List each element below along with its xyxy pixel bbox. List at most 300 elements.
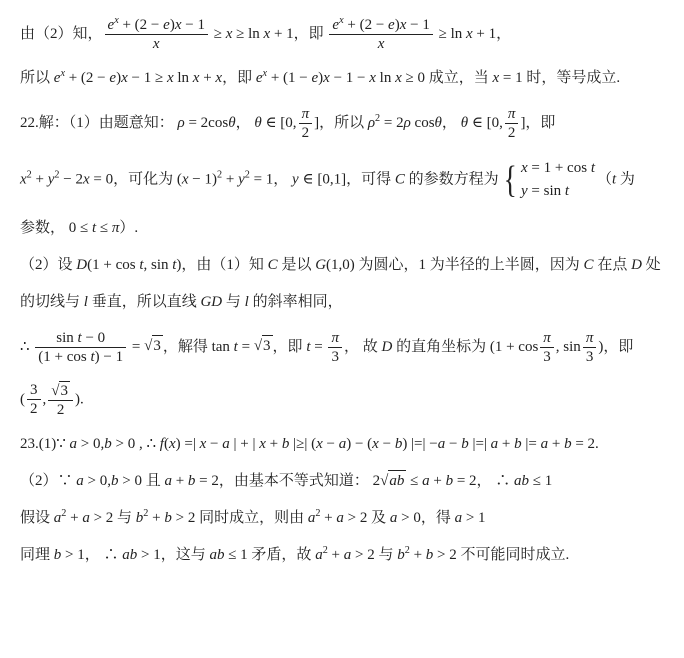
text-run: = 2cos [184, 114, 229, 131]
math-var: y [292, 171, 299, 188]
text-run: − 1 [406, 17, 430, 33]
text-run: > 1 [462, 510, 486, 526]
math-var: b [187, 473, 196, 490]
math-var: θ [434, 114, 442, 131]
fraction [505, 105, 519, 142]
text-run: + (1 − [267, 70, 312, 86]
text-run: 3 [543, 348, 551, 365]
math-var: π [507, 105, 516, 122]
math-var: y [238, 171, 245, 188]
text-run: 23.(1)∵ [20, 435, 70, 452]
square-root [254, 335, 273, 358]
denominator [35, 348, 126, 366]
radical-sign-icon: √ [51, 382, 60, 399]
text-run: 22.解：（1）由题意知： [20, 114, 178, 131]
text-run: = [237, 338, 254, 355]
text-run: , [42, 390, 47, 407]
math-var: x [168, 435, 176, 452]
math-var: b [164, 510, 172, 526]
math-line-line-22-part2-c [20, 329, 676, 366]
fraction [35, 329, 126, 366]
math-var: ab [209, 546, 225, 563]
math-var: D [631, 257, 642, 273]
text-run: | + | [229, 435, 260, 452]
numerator [329, 16, 432, 35]
text-run: ，解得 tan [162, 338, 234, 355]
text-run: 垂直，所以直线 [87, 293, 201, 310]
text-run: > 1，这与 [137, 546, 210, 563]
text-run: ) [318, 70, 324, 86]
text-run: + [498, 435, 515, 452]
text-run: = sin [527, 183, 565, 199]
square-root [144, 335, 163, 358]
math-var: b [281, 435, 290, 452]
text-run: ( [163, 435, 169, 452]
math-var: a [336, 510, 344, 526]
math-var: b [104, 435, 112, 452]
superscript: 2 [375, 112, 381, 124]
denominator [583, 348, 597, 366]
fraction [105, 16, 208, 53]
math-var: a [222, 435, 230, 452]
text-run: ∈ [0,1]，可得 [298, 171, 395, 188]
radicand [59, 381, 70, 400]
text-run: ( [20, 390, 25, 407]
text-run: sin [56, 329, 78, 346]
math-var: a [437, 435, 446, 452]
superscript: 2 [315, 508, 321, 519]
text-run: ln [375, 70, 396, 86]
text-run: ) [169, 17, 175, 33]
math-var: t [172, 257, 177, 273]
text-run: + [148, 510, 165, 526]
radical-sign-icon: √ [253, 338, 263, 355]
text-run: + [171, 473, 188, 490]
text-run: ∈ [0, [261, 114, 297, 131]
text-run: ) =| [175, 435, 200, 452]
fraction [540, 329, 554, 366]
text-run: + [409, 546, 426, 563]
text-run: = [128, 338, 145, 355]
text-run: = 2， ∴ [453, 473, 515, 490]
text-run: 3 [153, 338, 161, 355]
math-var: e [107, 17, 115, 33]
math-var: x [323, 70, 330, 86]
math-var: t [233, 338, 238, 355]
superscript: x [60, 68, 65, 79]
math-var: ρ [367, 114, 376, 131]
math-var: x [225, 25, 233, 42]
text-run: + [320, 510, 337, 526]
math-var: x [259, 435, 266, 452]
text-run: − 2 [59, 171, 83, 188]
text-run: = 0，可化为 ( [89, 171, 182, 188]
text-run: + [199, 70, 216, 86]
math-var: ρ [177, 114, 185, 131]
text-run: 3 [30, 382, 38, 398]
math-var: C [267, 257, 278, 273]
text-run: （2）设 [20, 257, 77, 273]
text-run: − 1 ≥ [127, 70, 167, 86]
text-run: + [265, 435, 282, 452]
text-run: > 0, [77, 435, 105, 452]
text-run: ， 故 [343, 338, 382, 355]
numerator [583, 329, 597, 348]
superscript: 2 [404, 544, 410, 556]
math-var: a [164, 473, 172, 490]
math-var: t [590, 159, 595, 176]
text-run: − [445, 435, 462, 452]
text-run: 由（2）知， [20, 25, 103, 42]
math-line-line-23-part1 [20, 434, 676, 456]
math-var: a [315, 546, 323, 563]
text-run: > 0, [83, 473, 111, 490]
radicand [262, 335, 273, 358]
math-var: l [244, 293, 249, 310]
text-run: ，即 [272, 338, 307, 355]
math-var: x [121, 70, 128, 86]
text-run: ) [116, 70, 122, 86]
text-run: − 1) [188, 171, 217, 188]
math-var: x [82, 171, 90, 188]
math-var: y [47, 171, 55, 188]
left-brace-icon: { [503, 158, 517, 201]
text-run: ∈ [0, [468, 114, 503, 131]
math-var: G [315, 257, 327, 273]
superscript: 2 [244, 169, 250, 181]
text-run: 3 [585, 348, 594, 365]
math-var: t [139, 257, 144, 273]
math-var: x [199, 435, 207, 452]
math-var: ab [389, 473, 405, 490]
math-var: x [263, 25, 271, 42]
math-var: b [394, 435, 403, 452]
math-var: b [110, 473, 119, 490]
math-line-line-22-part1-b [20, 157, 676, 204]
text-run: ln [173, 70, 193, 86]
text-run: ) |=| − [402, 435, 438, 452]
superscript: x [114, 15, 119, 26]
text-run: 3 [60, 382, 68, 399]
math-var: t [612, 171, 617, 188]
text-run: > 2 与 [351, 546, 398, 563]
text-run: cos [410, 114, 435, 131]
text-run: > 2 与 [89, 510, 136, 526]
text-run: = 2. [571, 435, 599, 452]
math-var: x [166, 70, 174, 86]
math-var: b [445, 473, 454, 490]
superscript: 2 [61, 508, 67, 519]
math-var: ρ [403, 114, 411, 131]
math-var: a [343, 546, 352, 563]
text-run: + [31, 171, 48, 188]
math-var: D [76, 257, 88, 273]
numerator [27, 381, 41, 400]
fraction [583, 329, 597, 366]
superscript: 2 [143, 508, 149, 519]
text-run: 2 [30, 401, 38, 417]
math-var: e [388, 17, 395, 33]
text-run: 2 [507, 124, 516, 141]
math-line-line-22-part2-a [20, 255, 676, 277]
text-run: − [378, 435, 395, 452]
text-run: > 0 且 [118, 473, 165, 490]
math-var: b [135, 510, 144, 526]
denominator [299, 124, 313, 142]
text-run: = 1 时，等号成立. [499, 70, 621, 86]
math-var: b [461, 435, 469, 452]
text-run: + 1， [472, 25, 512, 42]
radical-sign-icon: √ [144, 338, 153, 355]
text-run: > 2 及 [343, 510, 390, 526]
numerator [299, 105, 313, 124]
superscript: 2 [322, 544, 328, 556]
text-run: ≤ 1 矛盾，故 [224, 546, 316, 563]
math-var: t [91, 220, 97, 237]
math-var: ab [514, 473, 530, 490]
math-var: a [540, 435, 549, 452]
numerator [540, 329, 554, 348]
math-line-line-22-part1-c [20, 218, 676, 240]
math-var: x [369, 70, 376, 86]
text-run: + [429, 473, 446, 490]
math-var: C [394, 171, 405, 188]
text-run: ， [235, 114, 255, 131]
math-var: a [454, 510, 463, 526]
math-var: e [332, 17, 340, 33]
text-run: + [222, 171, 239, 188]
text-run: + 1，即 [270, 25, 328, 42]
text-run: = [310, 338, 327, 355]
text-run: = 2 [380, 114, 404, 131]
math-var: e [109, 70, 117, 86]
text-run: ≤ [96, 220, 112, 237]
math-var: t [564, 183, 570, 199]
numerator [35, 329, 126, 348]
math-var: x [466, 25, 473, 42]
square-root [51, 381, 70, 400]
text-run: ) − ( [346, 435, 373, 452]
fraction [329, 16, 432, 53]
fraction [328, 329, 342, 366]
math-line-line-21-conclusion-2 [20, 68, 676, 90]
cases-rows [521, 157, 595, 204]
math-var: x [316, 435, 323, 452]
text-run: |= [521, 435, 541, 452]
fraction [299, 105, 313, 142]
math-var: x [181, 171, 189, 188]
text-run: 假设 [20, 510, 54, 526]
superscript: 2 [217, 169, 223, 181]
text-run: > 2 不可能同时成立. [433, 546, 570, 563]
math-var: θ [254, 114, 262, 131]
text-run: 与 [222, 293, 245, 310]
text-run: > 0，得 [397, 510, 455, 526]
text-run: 所以 [20, 70, 54, 86]
text-run: |=| [468, 435, 491, 452]
cases-row [521, 157, 595, 180]
math-var: t [90, 348, 95, 365]
text-run: + [66, 510, 83, 526]
text-run: （2）∵ [20, 473, 77, 490]
math-line-line-22-part1-a [20, 105, 676, 142]
math-var: a [389, 510, 398, 526]
text-run: （ [596, 171, 612, 188]
math-line-line-22-part2-d [20, 381, 676, 419]
math-line-line-22-part2-b [20, 292, 676, 314]
text-run: 为 [616, 171, 635, 188]
text-run: = 1， [249, 171, 293, 188]
radical-sign-icon: √ [380, 473, 389, 490]
text-run: 3 [263, 338, 271, 355]
text-run: + (2 − [64, 70, 110, 86]
numerator [105, 16, 208, 35]
fraction [48, 381, 73, 419]
denominator [328, 348, 342, 366]
text-run: − [322, 435, 339, 452]
math-var: x [520, 159, 528, 176]
math-var: a [76, 473, 84, 490]
square-root [380, 470, 406, 493]
math-var: x [492, 70, 500, 86]
text-run: ∴ [20, 338, 34, 355]
text-run: 2 [56, 401, 65, 418]
math-var: l [83, 293, 88, 310]
text-run: ]，即 [520, 114, 556, 131]
radicand [388, 470, 406, 493]
text-run: ]，所以 [314, 114, 368, 131]
math-var: a [307, 510, 316, 526]
math-var: ab [122, 546, 138, 563]
text-run: ) [394, 17, 400, 33]
denominator [505, 124, 519, 142]
math-var: b [53, 546, 62, 563]
text-run: ). [74, 390, 84, 407]
denominator [27, 400, 41, 418]
math-var: π [543, 329, 551, 346]
math-var: a [422, 473, 430, 490]
text-run: ≤ [406, 473, 423, 490]
math-line-line-23-part2-b [20, 508, 676, 530]
math-var: C [583, 257, 594, 273]
text-run: )，即 [598, 338, 634, 355]
numerator [328, 329, 342, 348]
math-var: b [425, 546, 434, 563]
radicand [152, 335, 163, 358]
text-run: + (2 − [343, 17, 389, 33]
math-var: b [564, 435, 572, 452]
math-var: e [53, 70, 61, 86]
text-run: ≥ ln [434, 25, 466, 42]
text-run: + [548, 435, 565, 452]
text-run: )，由（1）知 [176, 257, 268, 273]
math-line-line-23-part2-c [20, 545, 676, 567]
text-run: − 1 − [329, 70, 370, 86]
math-var: x [395, 70, 402, 86]
math-var: x [192, 70, 200, 86]
math-var: GD [200, 293, 223, 310]
text-run: − 0 [81, 329, 106, 346]
math-var: x [372, 435, 379, 452]
text-run: ) − 1 [94, 348, 124, 365]
text-run: > 1， ∴ [61, 546, 123, 563]
math-var: b [514, 435, 522, 452]
numerator [505, 105, 519, 124]
math-var: x [399, 17, 407, 33]
text-run: > 2 同时成立，则由 [171, 510, 308, 526]
numerator [48, 381, 73, 401]
text-run: = 1 + cos [527, 159, 591, 176]
text-run: + [327, 546, 344, 563]
text-run: ≥ ln [232, 25, 264, 42]
text-run: 的斜率相同， [248, 293, 343, 310]
text-run: 的切线与 [20, 293, 84, 310]
math-var: f [159, 435, 164, 452]
math-var: y [520, 183, 528, 199]
superscript: x [262, 68, 268, 79]
text-run: 在点 [593, 257, 632, 273]
math-var: π [331, 329, 339, 346]
math-var: π [585, 329, 594, 346]
cases-group [501, 157, 595, 204]
text-run: 2 [301, 124, 310, 141]
math-var: e [311, 70, 319, 86]
document-body [20, 16, 676, 567]
superscript: x [339, 15, 344, 26]
text-run: , sin [143, 257, 173, 273]
text-run: ， [441, 114, 461, 131]
math-var: x [174, 17, 182, 33]
text-run: , sin [555, 338, 581, 355]
denominator [48, 401, 73, 419]
text-run: ）. [119, 220, 139, 237]
text-run: (1 + cos [38, 348, 91, 365]
math-var: x [377, 36, 385, 52]
math-var: D [381, 338, 393, 355]
math-var: a [53, 510, 62, 526]
text-run: (1 + cos [87, 257, 140, 273]
math-var: θ [460, 114, 469, 131]
fraction [27, 381, 41, 418]
text-run: ≥ [209, 25, 226, 42]
denominator [329, 35, 432, 53]
math-var: a [490, 435, 499, 452]
math-var: a [69, 435, 78, 452]
text-run: 的参数方程为 [404, 171, 499, 188]
denominator [105, 35, 208, 53]
math-var: π [111, 220, 120, 237]
cases-row [521, 180, 595, 203]
text-run: 是以 [277, 257, 316, 273]
math-var: e [255, 70, 263, 86]
text-run: ≥ 0 成立，当 [401, 70, 493, 86]
math-var: a [338, 435, 347, 452]
math-var: π [301, 105, 310, 122]
text-run: 同理 [20, 546, 54, 563]
text-run: − [206, 435, 223, 452]
math-var: x [20, 171, 27, 188]
math-var: e [163, 17, 170, 33]
text-run: 处 [641, 257, 661, 273]
math-var: t [306, 338, 311, 355]
text-run: |≥| ( [289, 435, 317, 452]
superscript: 2 [26, 169, 32, 181]
text-run: 3 [331, 348, 339, 365]
denominator [540, 348, 554, 366]
math-line-line-21-conclusion-1 [20, 16, 676, 53]
text-run: − 1 [181, 17, 205, 33]
math-line-line-23-part2-a [20, 470, 676, 493]
